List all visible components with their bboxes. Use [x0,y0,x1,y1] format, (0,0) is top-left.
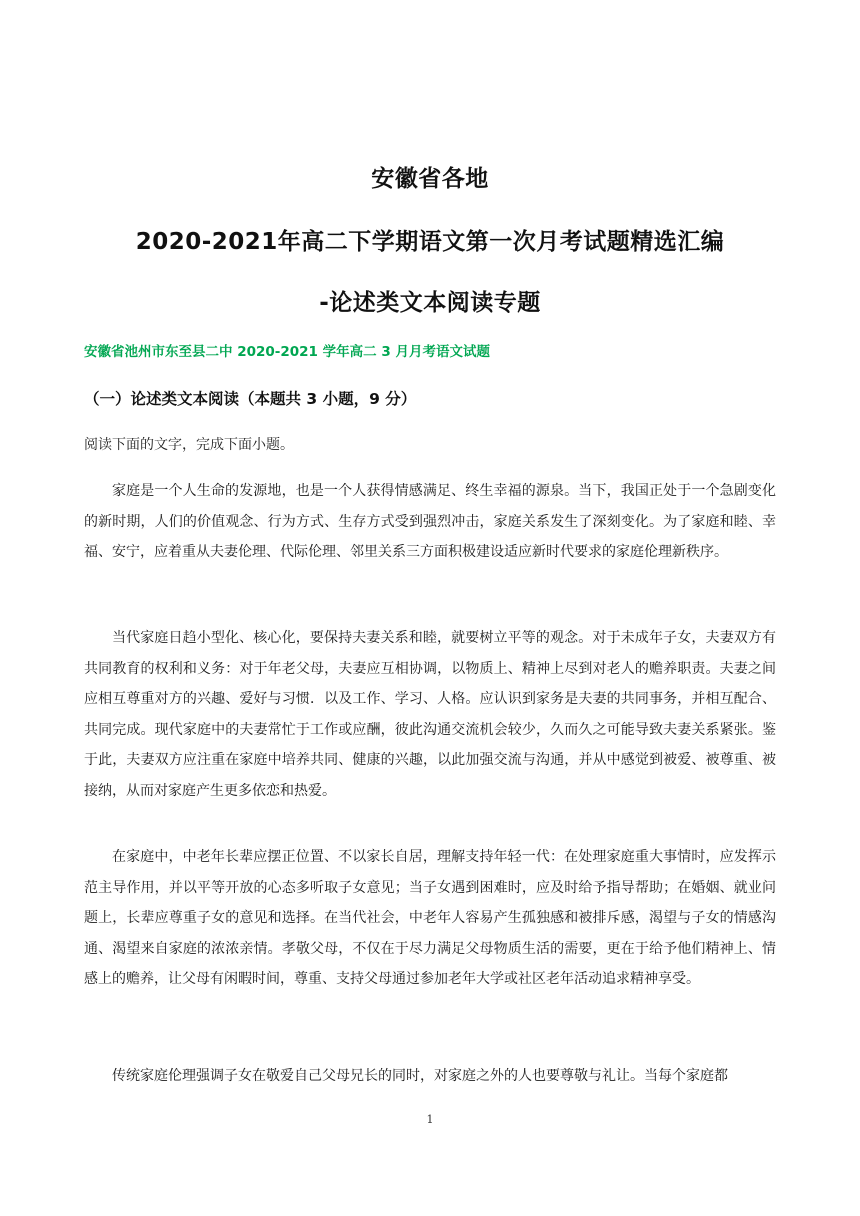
passage-paragraph: 家庭是一个人生命的发源地，也是一个人获得情感满足、终生幸福的源泉。当下，我国正处于一个急剧变化的新时期，人们的价值观念、行为方式、生存方式受到强烈冲击，家庭关系发生了深刻变化。为了家庭和睦、幸福、安宁，应着重从夫妻伦理、代际伦理、邻里关系三方面积极建设适应新时代要求的家庭伦理新秩序。 [84,483,776,560]
passage-paragraph: 传统家庭伦理强调子女在敬爱自己父母兄长的同时，对家庭之外的人也要尊敬与礼让。当每个家庭都 [112,1068,728,1084]
document-title-line-3: -论述类文本阅读专题 [319,290,541,316]
passage-paragraph: 当代家庭日趋小型化、核心化，要保持夫妻关系和睦，就要树立平等的观念。对于未成年子女，夫妻双方有共同教育的权利和义务：对于年老父母，夫妻应互相协调，以物质上、精神上尽到对老人的赡养职责。夫妻之间应相互尊重对方的兴趣、爱好与习惯．以及工作、学习、人格。应认识到家务是夫妻的共同事务，并相互配合、共同完成。现代家庭中的夫妻常忙于工作或应酬，彼此沟通交流机会较少，久而久之可能导致夫妻关系紧张。鉴于此，夫妻双方应注重在家庭中培养共同、健康的兴趣，以此加强交流与沟通，并从中感觉到被爱、被尊重、被接纳，从而对家庭产生更多依恋和热爱。 [84,630,776,799]
passage-paragraph: 在家庭中，中老年长辈应摆正位置、不以家长自居，理解支持年轻一代：在处理家庭重大事情时，应发挥示范主导作用，并以平等开放的心态多听取子女意见；当子女遇到困难时，应及时给予指导帮助；在婚姻、就业问题上，长辈应尊重子女的意见和选择。在当代社会，中老年人容易产生孤独感和被排斥感，渴望与子女的情感沟通、渴望来自家庭的浓浓亲情。孝敬父母，不仅在于尽力满足父母物质生活的需要，更在于给予他们精神上、情感上的赡养，让父母有闲暇时间，尊重、支持父母通过参加老年大学或社区老年活动追求精神享受。 [84,849,776,987]
section-heading: （一）论述类文本阅读（本题共 3 小题，9 分） [84,390,417,408]
exam-source-heading: 安徽省池州市东至县二中 2020-2021 学年高二 3 月月考语文试题 [84,344,490,360]
document-title-line-2: 2020-2021年高二下学期语文第一次月考试题精选汇编 [135,229,725,255]
document-title-line-1: 安徽省各地 [371,166,489,192]
page-number: 1 [426,1113,434,1126]
reading-instruction: 阅读下面的文字，完成下面小题。 [84,437,294,453]
